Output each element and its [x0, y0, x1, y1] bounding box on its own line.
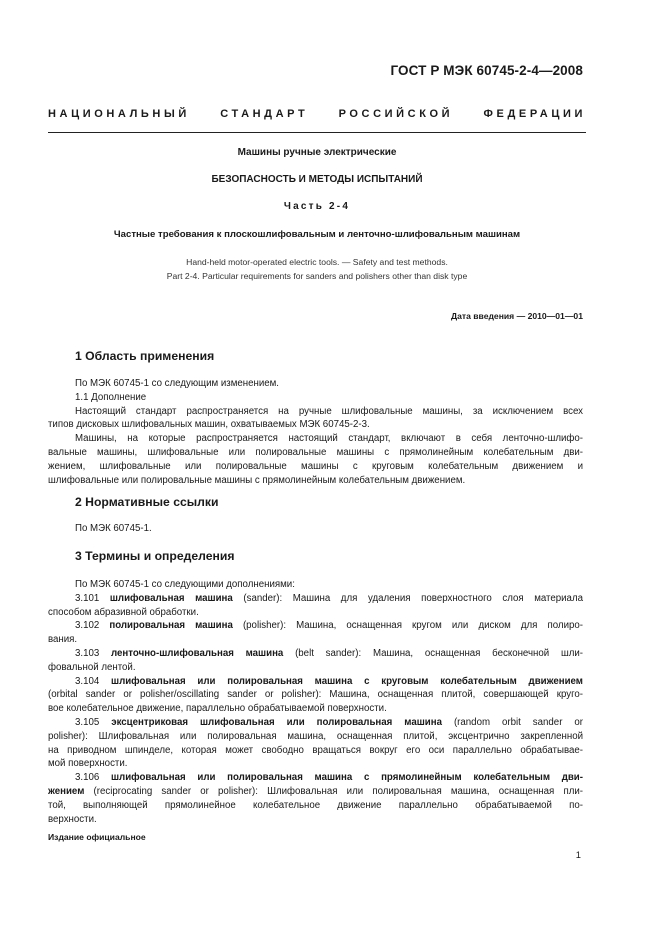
section-1-p1: По МЭК 60745-1 со следующим изменением. — [75, 378, 279, 389]
section-1-p3-line1: Настоящий стандарт распространяется на ручные шлифовальные машины, за исключением всех — [75, 405, 583, 417]
section-3-body — [48, 578, 583, 826]
section-1-heading: 1 Область применения — [75, 349, 215, 363]
term-3-104: шлифовальная или полировальная машина с круговым колебательным движением — [111, 675, 583, 687]
term-3-103-number: 3.103 — [75, 647, 100, 659]
document-code: ГОСТ Р МЭК 60745-2-4—2008 — [390, 63, 583, 78]
section-1-p2: 1.1 Дополнение — [75, 391, 147, 403]
section-1-p4-line2: вальные машины, шлифовальные или полировальные машины с прямолинейным колебательным дви- — [48, 446, 583, 458]
english-title-1: Hand-held motor-operated electric tools. — Safety and test methods. — [186, 257, 448, 267]
term-3-101-number: 3.101 — [75, 592, 100, 604]
term-3-106-definition-line4: верхности. — [48, 813, 97, 825]
section-1-p4-line1: Машины, на которые распространяется настоящий стандарт, включают в себя ленточно-шлифо- — [75, 433, 583, 445]
term-3-104-definition-line3: вое колебательное движение, параллельно обрабатываемой поверхности. — [48, 703, 387, 715]
header-rule — [48, 132, 586, 133]
section-3-heading: 3 Термины и определения — [75, 549, 235, 563]
section-1-p4-line4: шлифовальные или полировальные машины с прямолинейным колебательным движением. — [48, 474, 466, 486]
term-3-106-continued: жением — [48, 785, 85, 797]
page-number: 1 — [575, 849, 581, 860]
term-3-104-definition-line2: (orbital sander or polisher/oscillating sander or polisher): Машина, оснащенная плитой, совершающей круго- — [48, 689, 583, 701]
term-3-104-number: 3.104 — [75, 675, 100, 687]
term-3-106-definition: (reciprocating sander or polisher): Шлифовальная или полировальная машина, оснащенная пли- — [84, 785, 583, 797]
section-2-p1: По МЭК 60745-1. — [75, 523, 152, 534]
term-3-106-number: 3.106 — [75, 772, 100, 784]
section-2-body — [48, 522, 583, 536]
section-1-body — [48, 377, 583, 487]
national-standard-banner: НАЦИОНАЛЬНЫЙ СТАНДАРТ РОССИЙСКОЙ ФЕДЕРАЦИИ — [48, 108, 586, 120]
section-1-p3-line2: типов дисковых шлифовальных машин, охватываемых МЭК 60745-2-3. — [48, 419, 370, 431]
term-3-101-definition: (sander): Машина для удаления поверхностного слоя материала — [232, 592, 583, 604]
term-3-105-number: 3.105 — [75, 716, 100, 728]
subtitle: Частные требования к плоскошлифовальным и ленточно-шлифовальным машинам — [113, 229, 521, 240]
term-3-102-definition-line2: вания. — [48, 634, 78, 646]
section-3-p1: По МЭК 60745-1 со следующими дополнениями: — [75, 579, 295, 590]
title-line-2: БЕЗОПАСНОСТЬ И МЕТОДЫ ИСПЫТАНИЙ — [211, 174, 423, 185]
term-3-105-definition-line3: на приводном шпинделе, которая может свободно вращаться вокруг его оси параллельно обрабатывае- — [48, 744, 583, 756]
term-3-102: полировальная машина — [109, 620, 233, 632]
section-1-p4-line3: жением, шлифовальные или полировальные машины с круговым колебательным движением и — [48, 460, 583, 472]
term-3-105-definition: (random orbit sander or — [441, 716, 583, 728]
part-label: Часть 2-4 — [283, 201, 351, 212]
term-3-103-definition: (belt sander): Машина, оснащенная бесконечной шли- — [283, 647, 584, 659]
term-3-106-definition-line3: той, выполняющей прямолинейное колебательное движение параллельно обрабатываемой по- — [48, 799, 583, 811]
term-3-101-definition-line2: способом абразивной обработки. — [48, 606, 199, 618]
term-3-103: ленточно-шлифовальная машина — [111, 647, 284, 659]
title-line-1: Машины ручные электрические — [237, 147, 397, 158]
introduction-date: Дата введения — 2010—01—01 — [450, 311, 583, 321]
term-3-102-number: 3.102 — [75, 620, 100, 632]
term-3-105-definition-line2: polisher): Шлифовальная или полировальная машина, оснащенная плитой, эксцентрично закрепленной — [48, 730, 583, 742]
term-3-106: шлифовальная или полировальная машина с прямолинейным колебательным дви- — [110, 772, 583, 784]
section-2-heading: 2 Нормативные ссылки — [75, 495, 219, 509]
term-3-105-definition-line4: мой поверхности. — [48, 758, 128, 770]
term-3-105: эксцентриковая шлифовальная или полировальная машина — [111, 716, 442, 728]
term-3-103-definition-line2: фовальной лентой. — [48, 661, 136, 673]
english-title-2: Part 2-4. Particular requirements for sanders and polishers other than disk type — [166, 271, 468, 281]
term-3-101: шлифовальная машина — [109, 592, 233, 604]
official-edition-label: Издание официальное — [48, 832, 146, 842]
term-3-102-definition: (polisher): Машина, оснащенная кругом или диском для полиро- — [232, 620, 583, 632]
